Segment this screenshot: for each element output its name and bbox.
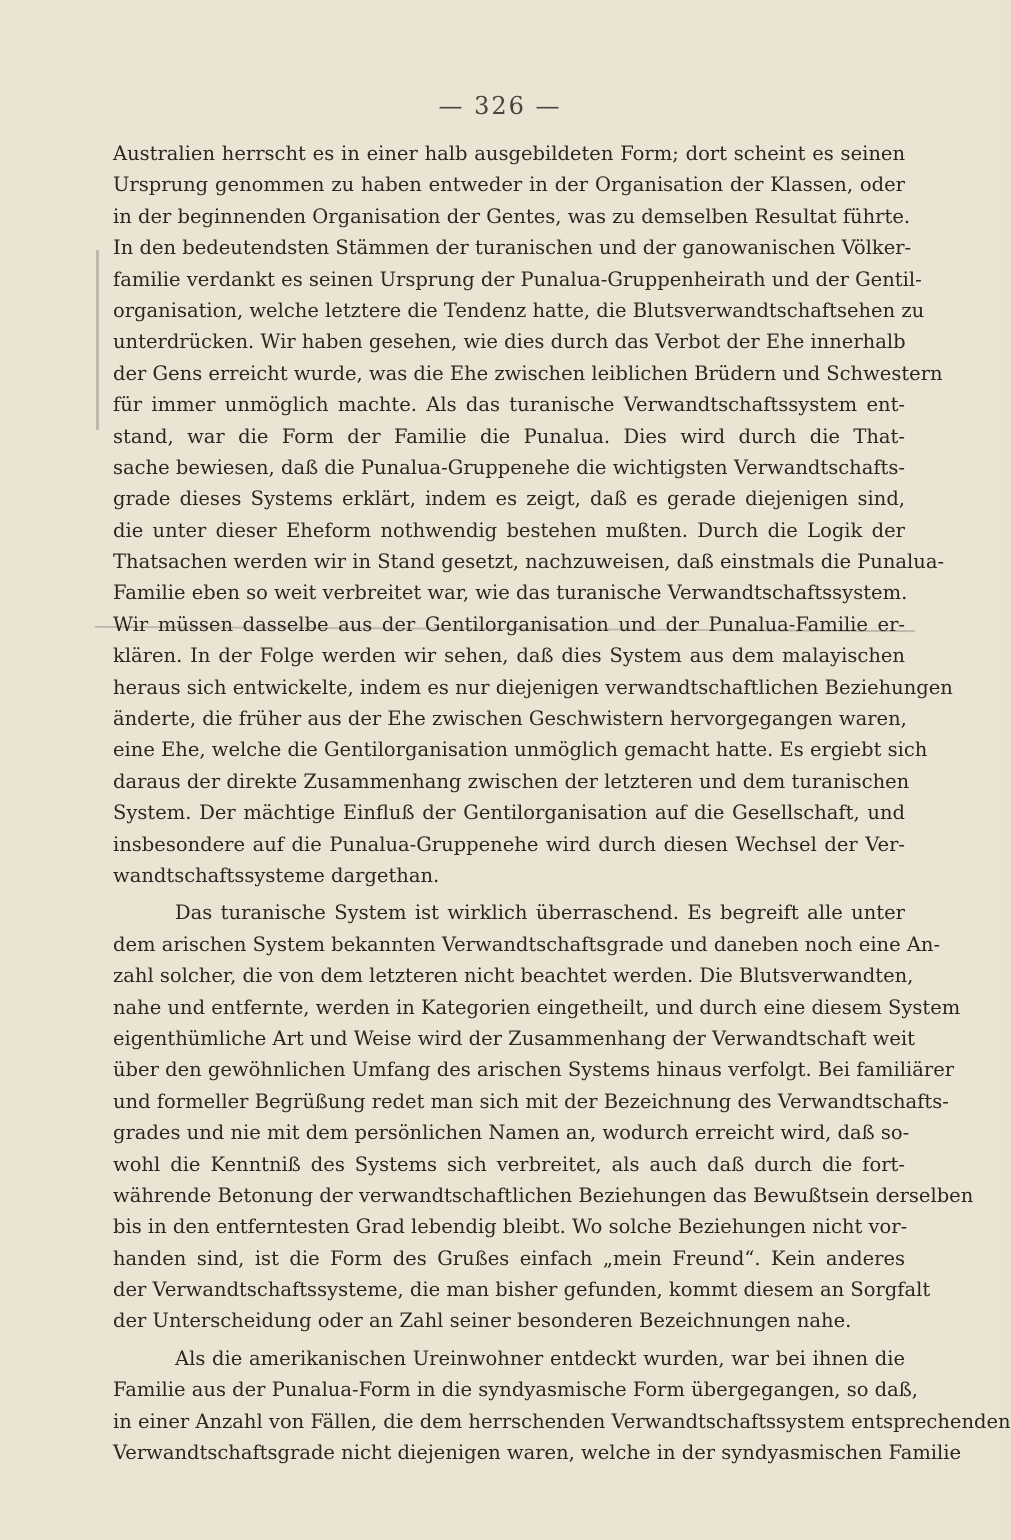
paragraph <box>113 138 953 891</box>
pencil-margin-mark <box>96 250 99 430</box>
text-line: Verwandtschaftsgrade nicht diejenigen waren, welche in der syndyasmischen Familie <box>113 1441 962 1465</box>
text-line: Thatsachen werden wir in Stand gesetzt, nachzuweisen, daß einstmals die Punalua- <box>113 550 945 574</box>
text-line: familie verdankt es seinen Ursprung der Punalua-Gruppenheirath und der Gentil- <box>113 267 922 291</box>
text-line: änderte, die früher aus der Ehe zwischen Geschwistern hervorgegangen waren, <box>113 707 907 731</box>
text-line: zahl solcher, die von dem letzteren nicht beachtet werden. Die Blutsverwandten, <box>113 964 914 988</box>
text-line: klären. In der Folge werden wir sehen, daß dies System aus dem malayischen <box>113 644 905 668</box>
text-line: heraus sich entwickelte, indem es nur diejenigen verwandtschaftlichen Beziehungen <box>113 675 953 699</box>
text-line: stand, war die Form der Familie die Punalua. Dies wird durch die That- <box>113 424 905 448</box>
text-line: grade dieses Systems erklärt, indem es zeigt, daß es gerade diejenigen sind, <box>113 487 905 511</box>
text-line: System. Der mächtige Einfluß der Gentilorganisation auf die Gesellschaft, und <box>113 801 905 825</box>
text-line: sache bewiesen, daß die Punalua-Gruppenehe die wichtigsten Verwandtschafts- <box>113 455 905 479</box>
body-text <box>113 138 1011 1468</box>
text-line: Australien herrscht es in einer halb ausgebildeten Form; dort scheint es seinen <box>113 142 905 165</box>
text-line: Familie eben so weit verbreitet war, wie das turanische Verwandtschaftssystem. <box>113 581 908 605</box>
page-number: — 326 — <box>438 92 562 120</box>
text-line: Ursprung genommen zu haben entweder in der Organisation der Klassen, oder <box>113 173 905 197</box>
text-line: Wir müssen dasselbe aus der Gentilorganisation und der Punalua-Familie er- <box>113 612 905 636</box>
paragraph <box>113 1343 1011 1469</box>
text-line: der Verwandtschaftssysteme, die man bisher gefunden, kommt diesem an Sorgfalt <box>113 1278 931 1302</box>
text-line: Das turanische System ist wirklich überraschend. Es begreift alle unter <box>175 901 905 925</box>
text-line: in einer Anzahl von Fällen, die dem herrschenden Verwandtschaftssystem entsprechenden <box>113 1409 1011 1433</box>
text-line: grades und nie mit dem persönlichen Namen an, wodurch erreicht wird, daß so- <box>113 1121 910 1145</box>
text-line: In den bedeutendsten Stämmen der turanischen und der ganowanischen Völker- <box>113 236 912 260</box>
text-line: dem arischen System bekannten Verwandtschaftsgrade und daneben noch eine An- <box>113 932 941 956</box>
text-line: der Unterscheidung oder an Zahl seiner besonderen Bezeichnungen nahe. <box>113 1309 852 1333</box>
text-line: währende Betonung der verwandtschaftlichen Beziehungen das Bewußtsein derselben <box>113 1183 974 1207</box>
text-line: eigenthümliche Art und Weise wird der Zusammenhang der Verwandtschaft weit <box>113 1026 915 1050</box>
text-line: die unter dieser Eheform nothwendig bestehen mußten. Durch die Logik der <box>113 518 905 542</box>
text-line: wohl die Kenntniß des Systems sich verbreitet, als auch daß durch die fort- <box>113 1152 905 1176</box>
text-line: wandtschaftssysteme dargethan. <box>113 863 440 887</box>
text-line: insbesondere auf die Punalua-Gruppenehe wird durch diesen Wechsel der Ver- <box>113 832 905 856</box>
text-line: Als die amerikanischen Ureinwohner entdeckt wurden, war bei ihnen die <box>175 1346 905 1370</box>
text-line: nahe und entfernte, werden in Kategorien eingetheilt, und durch eine diesem System <box>113 995 961 1019</box>
text-line: Familie aus der Punalua-Form in die syndyasmische Form übergegangen, so daß, <box>113 1378 918 1402</box>
text-line: für immer unmöglich machte. Als das turanische Verwandtschaftssystem ent- <box>113 393 905 417</box>
text-line: bis in den entferntesten Grad lebendig bleibt. Wo solche Beziehungen nicht vor- <box>113 1215 908 1239</box>
text-line: unterdrücken. Wir haben gesehen, wie dies durch das Verbot der Ehe innerhalb <box>113 330 906 354</box>
text-line: in der beginnenden Organisation der Gentes, was zu demselben Resultat führte. <box>113 204 911 228</box>
paragraph <box>113 897 974 1336</box>
text-line: der Gens erreicht wurde, was die Ehe zwischen leiblichen Brüdern und Schwestern <box>113 361 943 385</box>
text-line: handen sind, ist die Form des Grußes einfach „mein Freund“. Kein anderes <box>113 1246 905 1270</box>
text-line: organisation, welche letztere die Tendenz hatte, die Blutsverwandtschaftsehen zu <box>113 298 925 322</box>
text-line: eine Ehe, welche die Gentilorganisation unmöglich gemacht hatte. Es ergiebt sich <box>113 738 928 762</box>
text-line: über den gewöhnlichen Umfang des arischen Systems hinaus verfolgt. Bei familiärer <box>113 1058 955 1082</box>
text-line: daraus der direkte Zusammenhang zwischen der letzteren und dem turanischen <box>113 769 910 793</box>
text-line: und formeller Begrüßung redet man sich mit der Bezeichnung des Verwandtschafts- <box>113 1089 949 1113</box>
